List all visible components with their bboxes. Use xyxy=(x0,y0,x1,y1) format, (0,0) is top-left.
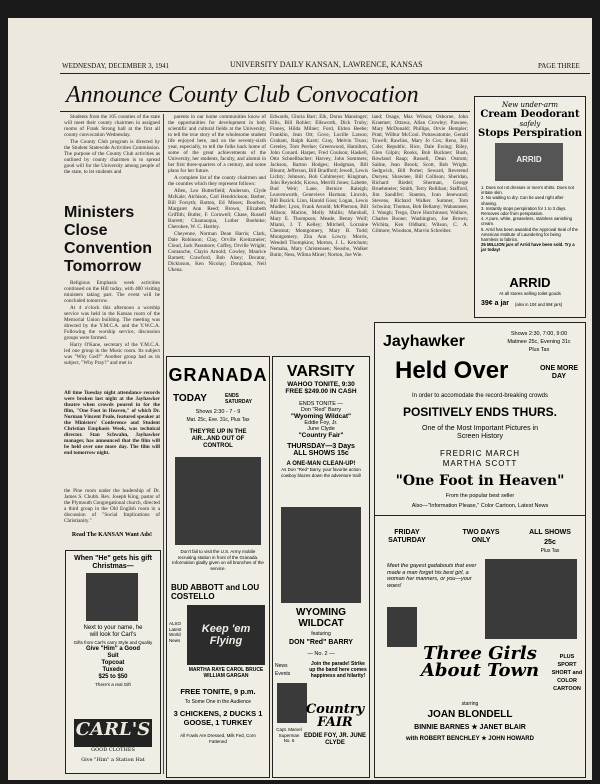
paragraph: Allen, Leo Butterfield; Anderson, Clyde McKale; Atchison, Carl Hendrickson; Barber, Bill Forsyth; Barton, Ed Moses; Bourbon, Margaret Ann Reed; Brown, Elizabeth Griffith; Butler, F. Cornwell; Chase, Russell Barrett; Chautauqua, Luther Boehnke; Cherokee, W. C. Hartley. xyxy=(168,188,266,230)
line: $25 to $50 xyxy=(98,674,128,680)
jayhawker-ad xyxy=(374,322,586,778)
line: Next to your name, he xyxy=(83,625,143,631)
varsity-star: Don "Red" Barry xyxy=(300,407,342,413)
three-girls-photo xyxy=(485,559,577,639)
paragraph: parents in our home communities know of the opportunities for development in both scientific and cultural fields at the University, to tell the true story of the wholesome student life enjoyed here, and on the seventy-sixth year, especially, to tell the folks back home of some of the great achievements of the University, her students, faculty, and alumni in her first three-quarters of a century, and some plans for her future. xyxy=(168,114,266,174)
header-rule xyxy=(60,73,590,74)
carls-tagline: GOOD CLOTHES xyxy=(91,747,135,753)
jayhawker-three-girls: Three Girls About Town xyxy=(420,643,540,681)
granada-prizes: 3 CHICKENS, 2 DUCKS 1 GOOSE, 1 TURKEY xyxy=(173,709,263,727)
varsity-capt: Capt. Marvel Superman No. 6 xyxy=(276,727,302,743)
varsity-with2: June Clyde xyxy=(307,426,335,432)
arrid-ad xyxy=(474,96,586,318)
jayhawker-plus-tax: Plus Tax xyxy=(540,548,560,554)
carls-copy xyxy=(66,625,160,688)
carls-ad xyxy=(65,550,161,774)
jayhawker-held-over: Held Over xyxy=(395,357,509,384)
jayhawker-one-day: ONE MORE DAY xyxy=(539,365,579,380)
list-item: 5. Arrid has been awarded the Approval Seal of the American Institute of Laundering for being harmless to fabrics. xyxy=(481,226,578,243)
paragraph: Harry O'Kane, secretary of the Y.M.C.A. led one group in the Music room. Its subject was "Why God?" Another group had as its subject, "Why Pray?" and met in xyxy=(64,342,160,366)
jayhawker-name: Jayhawker xyxy=(383,333,465,350)
jayhawker-also: Also—"Information Please," Color Cartoon, Latest News xyxy=(411,503,549,509)
ministers-headline: Ministers Close Convention Tomorrow xyxy=(64,204,152,275)
list-item: 25 MILLION jars of Arrid have been sold. Try a jar today! xyxy=(481,242,575,253)
varsity-news: News xyxy=(275,663,288,669)
jayhawker-stars: FREDRIC MARCH MARTHA SCOTT xyxy=(439,449,521,468)
varsity-film2: "Country Fair" xyxy=(298,432,344,439)
jayhawker-plus: PLUS SPORT SHORT and COLOR CARTOON xyxy=(551,654,583,692)
benchley-photo xyxy=(387,607,417,647)
line: Suit xyxy=(107,653,119,659)
jayhawker-benchley: with ROBERT BENCHLEY ★ JOHN HOWARD xyxy=(406,736,534,742)
varsity-parade: Join the parade! Strike up the band here comes happiness and hilarity! xyxy=(309,661,367,679)
arrid-line1: New under-arm xyxy=(502,101,558,109)
arrid-price-note: (also in 10¢ and 59¢ jars) xyxy=(515,302,563,307)
varsity-cf-stars: EDDIE FOY, JR. JUNE CLYDE xyxy=(303,733,366,746)
granada-free: FREE TONITE, 9 p.m. xyxy=(180,687,256,696)
varsity-allshows: ALL SHOWS 15c xyxy=(293,450,349,457)
granada-shows: Shows 2:30 - 7 - 9 xyxy=(195,409,241,415)
jayhawker-film: "One Foot in Heaven" xyxy=(395,473,565,489)
granada-also: ALSO Latest World News xyxy=(169,621,182,643)
varsity-film1: "Wyoming Wildcat" xyxy=(290,413,352,420)
list-item: 1. Does not rot dresses or men's shirts. Does not irritate skin. xyxy=(481,185,575,196)
arrid-brand: ARRID xyxy=(509,275,551,290)
jayhawker-record-note: All time Tuesday night attendance records were broken last night at the Jayhawker theatre when crowds poured in for the film, "One Foot in Heaven," of which Dr. Norman Vincent Peale, featured speaker at the Ministers' Conference and Student Christian Emphasis Week, was technical director. Stan Schwahn, Jayhawker manager, has announced that the film will be held over one more day. The film will end tomorrow night. xyxy=(64,390,160,456)
jayhawker-friday: FRIDAY SATURDAY xyxy=(388,529,426,544)
line: Gifts from Carl's carry Style and Quality xyxy=(73,640,153,645)
main-headline: Announce County Club Convocation xyxy=(66,82,419,108)
list-item: 2. No waiting to dry. Can be used right after shaving. xyxy=(481,195,564,206)
paragraph: At 4 o'clock this afternoon a worship service was held in the Kansas room of the Memorial Union building. The meeting was directed by the Y.M.C.A. and the Y.W.C.A. Following the worship service, discussion groups were formed. xyxy=(64,305,160,341)
article-convocation-col3: Edwards, Gloria Barr; Elk, Dorus Mansinger; Ellis, Bill Rohler; Ellsworth, Dick Truby; Finney, Hilda Milner; Ford, Eldon Beebe; Franklin, Jean Ott; Gove, Lucille Larson; Graham, Ralph Karst; Gray, Melvin Truax; Greeley, Tom Perdue; Greenwood, Hamilton, John Conard. Harper, Fred Coulson; Haskell, Otto Schnellbacher; Harvey, John Sommers; Jackson, Barton Hodges; Hodgman, Bill Blount; Jefferson, Bill Bradford; Jewell, Lewis Lichty; Johnson, Bob Cohlmeyer; Kingman, John Reynolds; Kiowa, Merrill Jones; Labette, Bud Weir; Lane, Bernice Raleigh; Leavenworth, Genevieve Harman; Lincoln, Bill Bozick. Linn, Harold Goss; Logan, Lewis Mudler; Lyon, Frank Arnold; McPherson, Bill Allison; Marion, Molly Mullis; Marshall, Mary E. Thompson; Meade, Benny Wolf; Miami, J. T. Kelley; Mitchell, Lorraine Chestnut; Montgomery, Mary B. Todd; Montgomery, Zita Ann Lowry. Morris, Wendell Thompkins; Morton, J. L. Ketchum; Nemaha, Mary Christensen; Neosho, Walker Butin; Ness, Wilma Miner; Norton, Joe Wie. xyxy=(270,114,368,258)
line: Tuxedo xyxy=(102,667,124,673)
cowboy-photo xyxy=(281,507,361,603)
granada-prices: Mat. 25c, Eve. 31c, Plus Tax xyxy=(186,417,250,423)
varsity-featuring: featuring xyxy=(311,631,331,637)
varsity-name: VARSITY xyxy=(286,363,356,380)
varsity-events: Events xyxy=(275,671,291,677)
granada-stars1: BUD ABBOTT and LOU COSTELLO xyxy=(171,583,260,601)
varsity-country-fair: Country FAIR xyxy=(305,702,365,730)
jayhawker-prices: Matinee 25c, Evening 31c xyxy=(507,339,571,345)
jayhawker-meet: Meet the gayest gadabouts that ever made a man forget his best girl, a woman her manners, or you—your woes! xyxy=(387,563,477,589)
arrid-sold: At all stores selling toilet goods xyxy=(499,291,561,296)
jayhawker-tax: Plus Tax xyxy=(528,347,550,353)
varsity-cash: FREE $249.00 IN CASH xyxy=(285,388,357,395)
jayhawker-positively: POSITIVELY ENDS THURS. xyxy=(402,405,558,419)
carls-footer: Give "Him" a Station Hat xyxy=(81,757,145,763)
line: Topcoat xyxy=(101,660,125,666)
paragraph: A complete list of the county chairmen and the counties which they represent follows: xyxy=(168,175,266,187)
article-convocation-col1 xyxy=(64,114,160,202)
granada-one: To Some One in the Audience xyxy=(184,699,252,705)
jayhawker-divider xyxy=(375,515,585,516)
jayhawker-blondell: JOAN BLONDELL xyxy=(427,709,513,720)
varsity-ends: ENDS TONITE — xyxy=(299,401,343,407)
granada-dressed: All Fowls Are Dressed, Milk Fed, Corn Fattened xyxy=(180,733,256,744)
article-convocation-col4: land; Osage, Max Wilson; Osborne, John Kraemer; Ottawa, Allan Crowley; Pawnee, Mary McDonald; Phillips, Orvie Hempler; Pratt, Wilbur McCool. Pottawatomie, Gerald Towell; Rawlins, Mary Jo Cox; Reno, Bill Cole; Republic, Rice, Dale Ewing; Riley, Glen Gilpin; Rooks, Bob Buckner; Rush, Rowland Raup; Russell, Dean Ostrum; Saline, Jean Brook; Scott, Bob Wright. Sedgwick, Bill Porter; Seward, Reverend Duryea; Shawnee, Bill Collison; Sheridan, Richard Riedel; Sherman, George Bruehmeier; Smith, Terry Rellihan; Stafford, Jim Sandifer; Stanton, Ivan Jenewand; Stevens, Richard Walker. Sumner, Tom Schwinn; Thomas, Bob Bellamy; Wabaunsee, J. Waugh; Trego, Dave Hutchinson; Wallace, Charles Boone; Washington, Joe Brown; Wichita, Ken Oldham; Wilson, C. A. Gilmore; Woodson, Marvin Schreiber. xyxy=(372,114,468,234)
list-item: 4. A pure, white, greaseless, stainless vanishing cream. xyxy=(481,216,573,227)
varsity-star2: DON "Red" BARRY xyxy=(289,639,353,646)
granada-ends: ENDS SATURDAY xyxy=(225,393,252,405)
jayhawker-important: One of the Most Important Pictures in Screen History xyxy=(422,425,538,440)
article-ministers-continued: the Pine room under the leadership of Dr. James S. Chubb. Rev. Joseph King, pastor of the Plymouth Congregational church, directed a third group in the Old English room in a discussion of "Social Implications of Christianity." xyxy=(64,488,160,524)
varsity-thursday: THURSDAY—3 Days xyxy=(287,443,355,450)
paragraph: Cheyenne, Norman Dean Harris; Clark, Dale Robinson; Clay, Orville Kreitzmeier; Cloud, Jack Passmore; Coffey, Orville Wright; Comanche, Clayin Arnold; Cowley, Maurice Barnett; Crawford, Bob Alsey; Decatur, Dickinson, Ken Nicolay; Doniphan, Neil Ukena. xyxy=(168,231,266,273)
recruiting-note: Don't fail to visit the U.S. Army mobile recruiting station in front of the Granada. Information gladly given on all branches of the service. xyxy=(172,549,264,571)
santa-illustration xyxy=(86,573,138,621)
carls-logo: CARL'S xyxy=(74,719,152,747)
line: will look for Carl's xyxy=(89,632,137,638)
arrid-line3: safely xyxy=(519,120,541,128)
newspaper-page xyxy=(8,18,592,780)
issue-date: WEDNESDAY, DECEMBER 3, 1941 xyxy=(62,62,170,70)
list-item: 3. Instantly stops perspiration for 1 to 3 days. Removes odor from perspiration. xyxy=(481,205,567,217)
jayhawker-starring: starring xyxy=(461,701,479,707)
varsity-with: Eddie Foy, Jr. xyxy=(304,420,338,426)
granada-today: TODAY xyxy=(173,393,207,404)
varsity-ad xyxy=(272,356,370,778)
article-convocation-col2 xyxy=(168,114,266,346)
jayhawker-two-days: TWO DAYS ONLY xyxy=(462,529,500,544)
arrid-price: 39¢ a jar xyxy=(481,300,510,307)
column-rule xyxy=(163,114,164,774)
arrid-line2: Cream Deodorant xyxy=(480,109,580,120)
jayhawker-all-shows: ALL SHOWS xyxy=(529,529,571,536)
read-want-ads: Read The KANSAN Want Ads! xyxy=(71,532,153,538)
paper-name: UNIVERSITY DAILY KANSAN, LAWRENCE, KANSAS xyxy=(230,60,423,69)
arrid-benefits xyxy=(481,185,579,253)
line: There's a real Gift xyxy=(95,682,131,687)
article-ministers xyxy=(64,280,160,388)
varsity-no2: — No. 2 — xyxy=(307,651,335,657)
page-number: PAGE THREE xyxy=(538,62,580,70)
arrid-line4: Stops Perspiration xyxy=(477,128,583,139)
granada-name: GRANADA xyxy=(168,365,268,385)
jayhawker-shows: Shows 2:30, 7:00, 9:00 xyxy=(510,331,568,337)
varsity-cleanup: A ONE-MAN CLEAN-UP! xyxy=(286,461,356,467)
varsity-title: WYOMING WILDCAT xyxy=(296,607,346,629)
jayhawker-book: From the popular best seller xyxy=(445,493,515,499)
jar-label: ARRID xyxy=(516,155,542,164)
jayhawker-order: In order to accomodate the record-breaking crowds xyxy=(411,393,549,399)
carls-headline: When "He" gets his gift Christmas— xyxy=(74,555,152,570)
granada-ad xyxy=(166,356,270,778)
jayhawker-barnes: BINNIE BARNES ★ JANET BLAIR xyxy=(414,724,526,731)
headline-rule xyxy=(60,111,470,112)
jayhawker-price: 25c xyxy=(544,539,556,546)
granada-bubble: THEY'RE UP IN THE AIR...AND OUT OF CONTROL xyxy=(189,429,247,449)
varsity-desc: As Don "Red" Barry, your favorite action cowboy blazes down the adventure trail! xyxy=(280,467,362,478)
paragraph: Religious Emphasis week activities continued on the Hill today, with 400 visiting ministers taking part. The event will be concluded tomorrow. xyxy=(64,280,160,304)
paragraph: Students from the 105 counties of the state will meet their county chairmen in assigned rooms of Frank Strong hall at the first all county convocation Wednesday. xyxy=(64,114,160,138)
paragraph: The County Club program is directed by the Student Statewide Activities Commission. The purpose of the County Club activities as outlined by county chairmen is to spread good will for the University among people of the state, to let students and xyxy=(64,139,160,175)
granada-film: Keep 'em Flying xyxy=(201,623,251,647)
comedians-photo xyxy=(175,457,261,545)
varsity-wahoo: WAHOO TONITE, 9:30 xyxy=(287,381,355,388)
line: Give "Him" a Good xyxy=(85,646,141,652)
granada-stars2: MARTHA RAYE CAROL BRUCE WILLIAM GARGAN xyxy=(188,667,264,679)
